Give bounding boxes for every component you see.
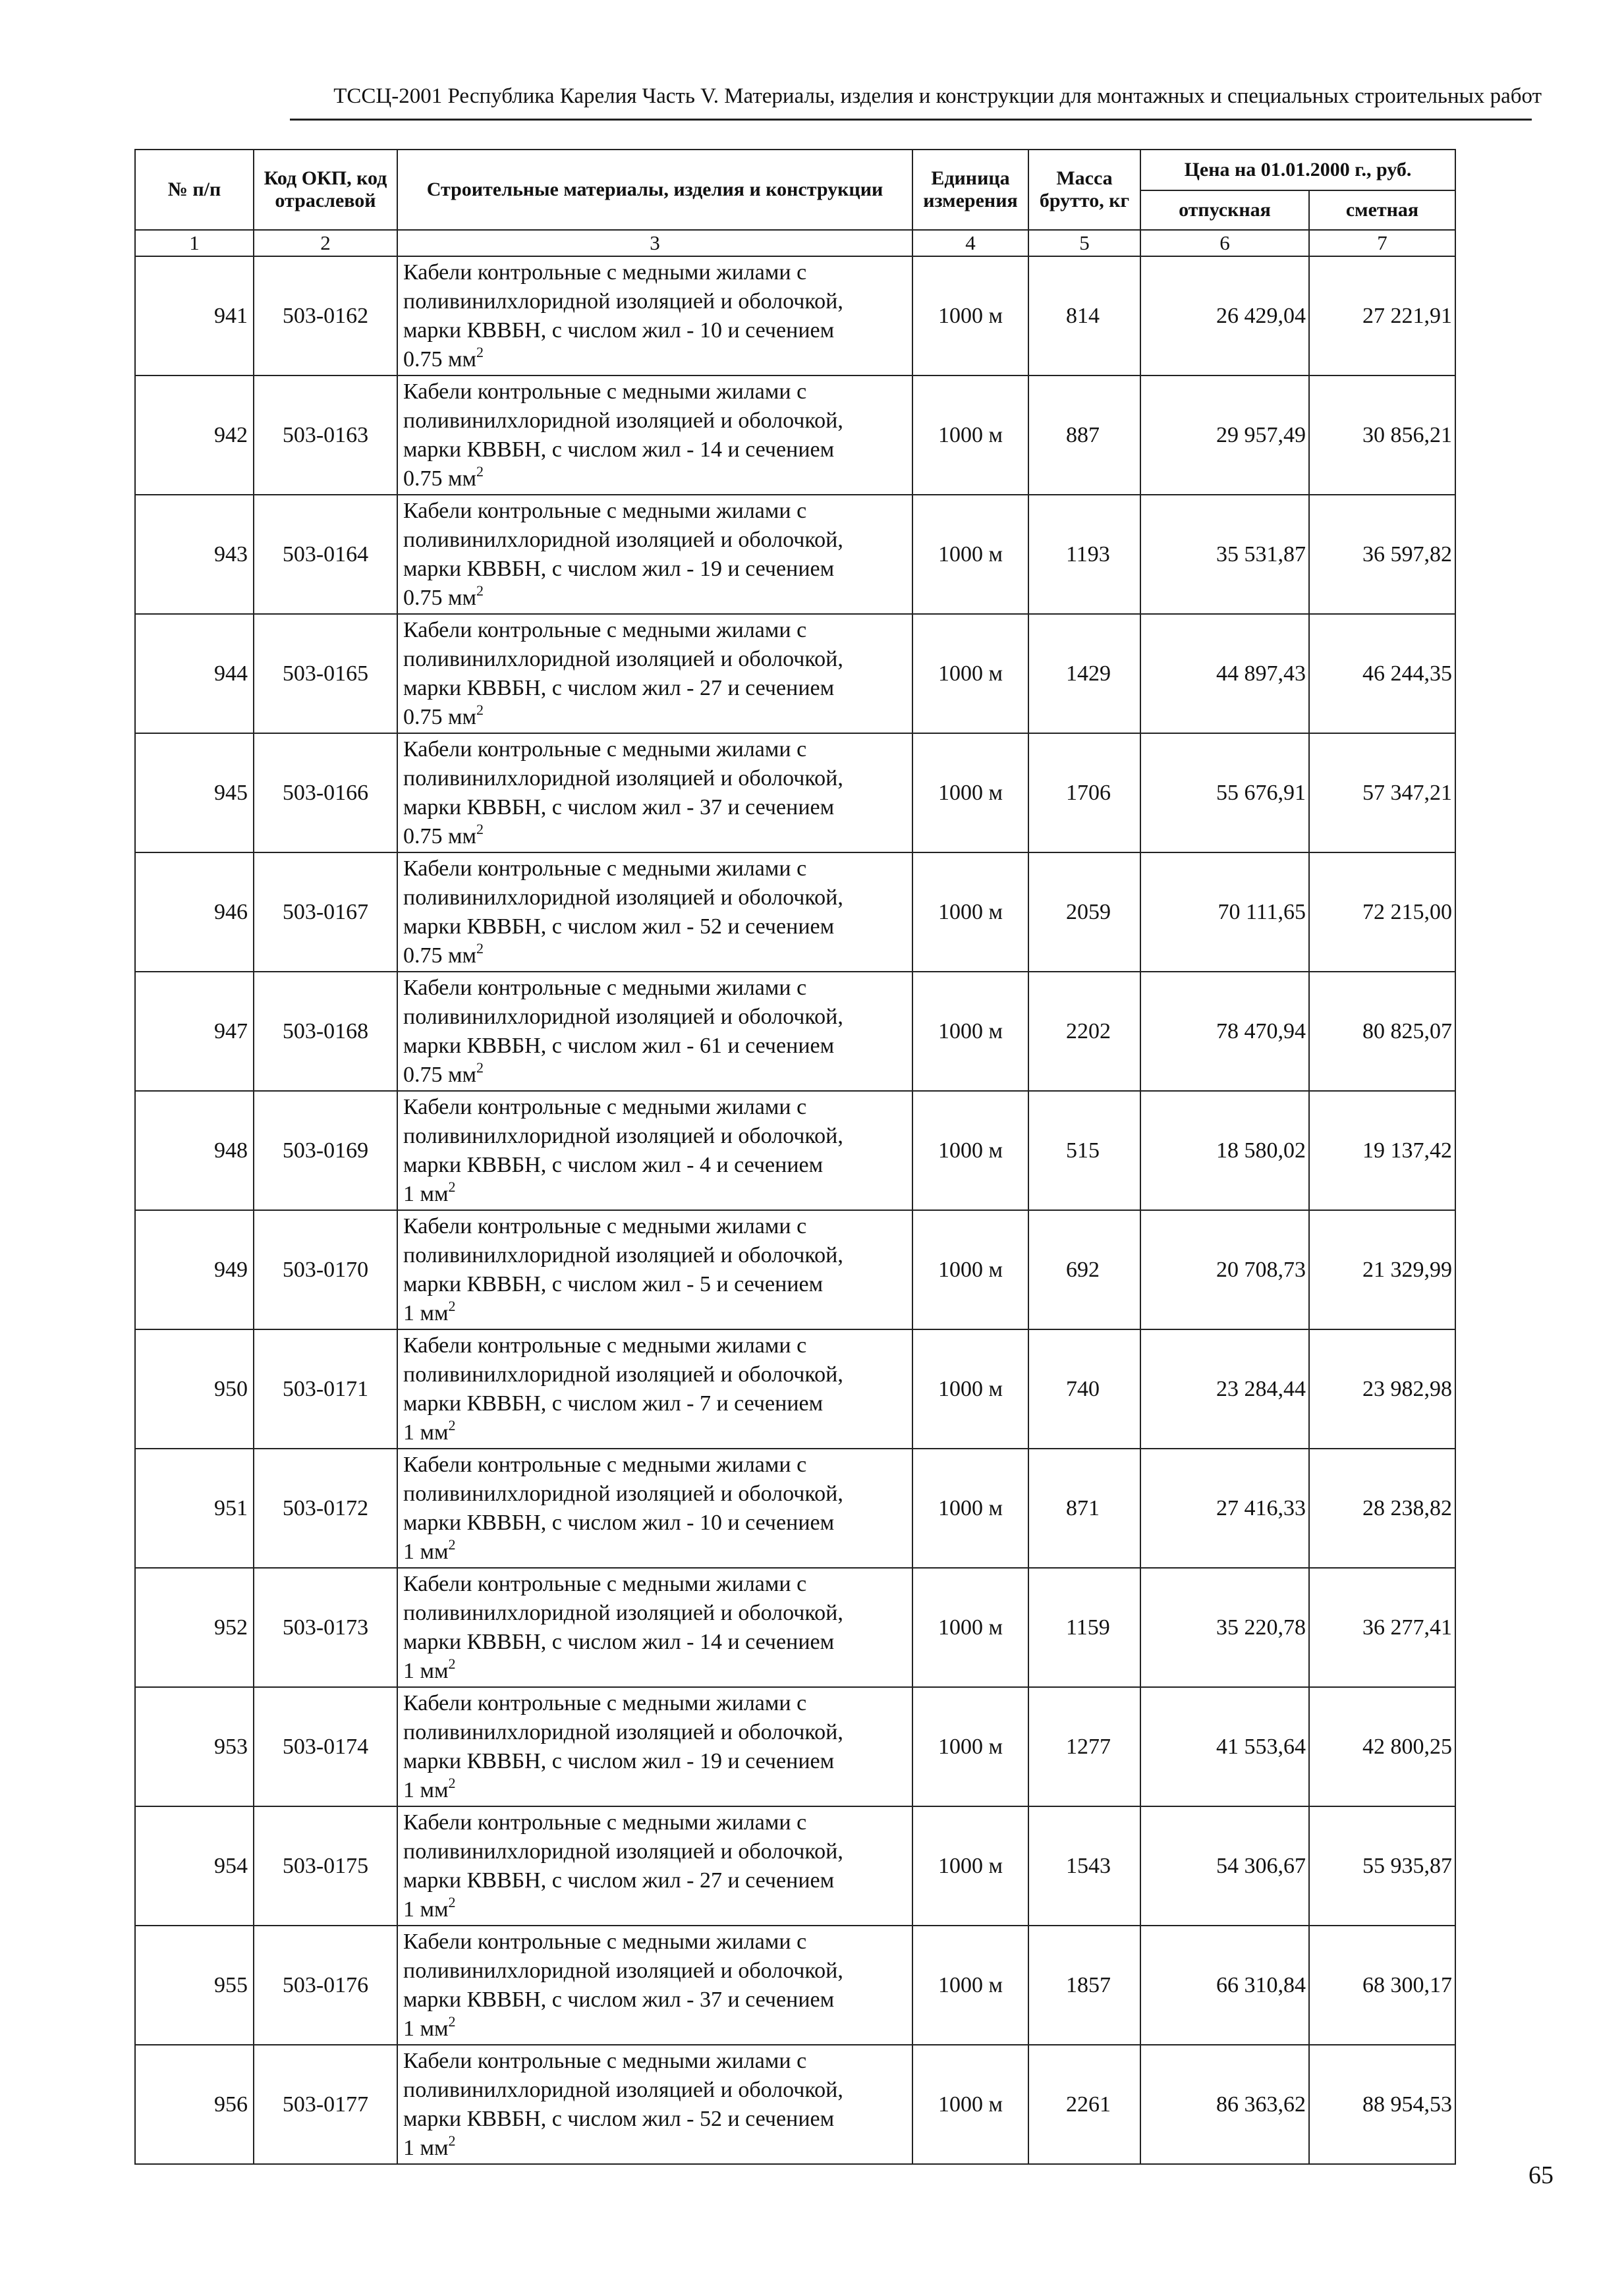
- material-description: [397, 1926, 912, 2045]
- row-number: 956: [135, 2045, 254, 2164]
- unit-of-measure: 1000 м: [912, 1449, 1028, 1568]
- table-row: [135, 1329, 1455, 1449]
- release-price: 66 310,84: [1140, 1926, 1309, 2045]
- description-line: Кабели контрольные с медными жилами с: [403, 1094, 807, 1119]
- squared-superscript: 2: [476, 1059, 484, 1076]
- col-header-price-release: отпускная: [1140, 190, 1309, 230]
- table-row: [135, 972, 1455, 1091]
- release-price: 55 676,91: [1140, 733, 1309, 852]
- description-line: Кабели контрольные с медными жилами с: [403, 260, 807, 285]
- estimate-price: 21 329,99: [1309, 1210, 1455, 1329]
- okp-code: 503-0167: [254, 852, 397, 972]
- squared-superscript: 2: [448, 1774, 456, 1791]
- material-description: [397, 2045, 912, 2164]
- table-row: [135, 1210, 1455, 1329]
- row-number: 955: [135, 1926, 254, 2045]
- cross-section-value: 0.75 мм: [403, 704, 477, 729]
- description-line: поливинилхлоридной изоляцией и оболочкой,: [403, 527, 843, 552]
- description-line: марки КВВБН, с числом жил - 10 и сечением: [403, 318, 835, 343]
- okp-code: 503-0176: [254, 1926, 397, 2045]
- okp-code: 503-0162: [254, 256, 397, 375]
- description-line: поливинилхлоридной изоляцией и оболочкой,: [403, 289, 843, 314]
- gross-mass: 1706: [1028, 733, 1140, 852]
- unit-of-measure: 1000 м: [912, 614, 1028, 733]
- release-price: 18 580,02: [1140, 1091, 1309, 1210]
- estimate-price: 28 238,82: [1309, 1449, 1455, 1568]
- row-number: 951: [135, 1449, 254, 1568]
- description-line: марки КВВБН, с числом жил - 19 и сечением: [403, 556, 835, 581]
- row-number: 950: [135, 1329, 254, 1449]
- description-line: [403, 1180, 908, 1209]
- release-price: 86 363,62: [1140, 2045, 1309, 2164]
- estimate-price: 57 347,21: [1309, 733, 1455, 852]
- description-line: поливинилхлоридной изоляцией и оболочкой,: [403, 1719, 843, 1744]
- gross-mass: 2261: [1028, 2045, 1140, 2164]
- description-line: Кабели контрольные с медными жилами с: [403, 1690, 807, 1715]
- squared-superscript: 2: [448, 1536, 456, 1553]
- okp-code: 503-0175: [254, 1806, 397, 1926]
- description-line: Кабели контрольные с медными жилами с: [403, 379, 807, 404]
- table-row: [135, 375, 1455, 495]
- release-price: 35 220,78: [1140, 1568, 1309, 1687]
- material-description: [397, 375, 912, 495]
- column-number: 3: [397, 230, 912, 256]
- unit-of-measure: 1000 м: [912, 1091, 1028, 1210]
- table-row: [135, 256, 1455, 375]
- description-line: марки КВВБН, с числом жил - 61 и сечением: [403, 1033, 835, 1058]
- okp-code: 503-0169: [254, 1091, 397, 1210]
- col-header-code: Код ОКП, код отраслевой: [254, 150, 397, 230]
- description-line: марки КВВБН, с числом жил - 4 и сечением: [403, 1152, 824, 1177]
- gross-mass: 515: [1028, 1091, 1140, 1210]
- table-row: [135, 1926, 1455, 2045]
- squared-superscript: 2: [448, 1655, 456, 1672]
- table-row: [135, 733, 1455, 852]
- description-line: поливинилхлоридной изоляцией и оболочкой,: [403, 1123, 843, 1148]
- row-number: 941: [135, 256, 254, 375]
- gross-mass: 814: [1028, 256, 1140, 375]
- gross-mass: 1857: [1028, 1926, 1140, 2045]
- cross-section-value: 0.75 мм: [403, 585, 477, 610]
- col-header-name: Строительные материалы, изделия и конструкции: [397, 150, 912, 230]
- row-number: 942: [135, 375, 254, 495]
- material-description: [397, 1687, 912, 1806]
- squared-superscript: 2: [476, 701, 484, 718]
- gross-mass: 2202: [1028, 972, 1140, 1091]
- table-row: [135, 495, 1455, 614]
- estimate-price: 36 597,82: [1309, 495, 1455, 614]
- material-description: [397, 1568, 912, 1687]
- description-line: марки КВВБН, с числом жил - 10 и сечением: [403, 1510, 835, 1535]
- col-header-mass: Масса брутто, кг: [1028, 150, 1140, 230]
- column-number: 2: [254, 230, 397, 256]
- cross-section-value: 0.75 мм: [403, 943, 477, 968]
- description-line: [403, 1299, 908, 1328]
- description-line: марки КВВБН, с числом жил - 19 и сечением: [403, 1748, 835, 1773]
- col-header-unit: Единица измерения: [912, 150, 1028, 230]
- gross-mass: 2059: [1028, 852, 1140, 972]
- estimate-price: 55 935,87: [1309, 1806, 1455, 1926]
- description-line: марки КВВБН, с числом жил - 37 и сечением: [403, 794, 835, 820]
- unit-of-measure: 1000 м: [912, 1687, 1028, 1806]
- description-line: поливинилхлоридной изоляцией и оболочкой,: [403, 1600, 843, 1625]
- description-line: поливинилхлоридной изоляцией и оболочкой,: [403, 1481, 843, 1506]
- description-line: [403, 464, 908, 493]
- release-price: 41 553,64: [1140, 1687, 1309, 1806]
- squared-superscript: 2: [476, 582, 484, 599]
- release-price: 27 416,33: [1140, 1449, 1309, 1568]
- cross-section-value: 1 мм: [403, 1539, 449, 1564]
- gross-mass: 1277: [1028, 1687, 1140, 1806]
- release-price: 26 429,04: [1140, 256, 1309, 375]
- column-number: 6: [1140, 230, 1309, 256]
- column-number-row: [135, 230, 1455, 256]
- release-price: 23 284,44: [1140, 1329, 1309, 1449]
- release-price: 44 897,43: [1140, 614, 1309, 733]
- estimate-price: 68 300,17: [1309, 1926, 1455, 2045]
- okp-code: 503-0168: [254, 972, 397, 1091]
- material-description: [397, 1329, 912, 1449]
- table-body: [135, 256, 1455, 2164]
- estimate-price: 30 856,21: [1309, 375, 1455, 495]
- description-line: марки КВВБН, с числом жил - 52 и сечением: [403, 2106, 835, 2131]
- col-header-num: № п/п: [135, 150, 254, 230]
- okp-code: 503-0163: [254, 375, 397, 495]
- release-price: 78 470,94: [1140, 972, 1309, 1091]
- header-rule: [290, 119, 1532, 121]
- description-line: [403, 941, 908, 970]
- row-number: 943: [135, 495, 254, 614]
- description-line: марки КВВБН, с числом жил - 27 и сечением: [403, 675, 835, 700]
- price-table: [134, 149, 1456, 2165]
- gross-mass: 887: [1028, 375, 1140, 495]
- column-number: 1: [135, 230, 254, 256]
- cross-section-value: 1 мм: [403, 2016, 449, 2041]
- row-number: 946: [135, 852, 254, 972]
- description-line: поливинилхлоридной изоляцией и оболочкой,: [403, 408, 843, 433]
- release-price: 35 531,87: [1140, 495, 1309, 614]
- description-line: поливинилхлоридной изоляцией и оболочкой,: [403, 1839, 843, 1864]
- col-header-price-group: Цена на 01.01.2000 г., руб.: [1140, 150, 1455, 190]
- row-number: 948: [135, 1091, 254, 1210]
- cross-section-value: 0.75 мм: [403, 823, 477, 848]
- description-line: Кабели контрольные с медными жилами с: [403, 617, 807, 642]
- description-line: [403, 1657, 908, 1686]
- okp-code: 503-0164: [254, 495, 397, 614]
- table-row: [135, 1568, 1455, 1687]
- description-line: марки КВВБН, с числом жил - 14 и сечением: [403, 437, 835, 462]
- description-line: Кабели контрольные с медными жилами с: [403, 1571, 807, 1596]
- okp-code: 503-0172: [254, 1449, 397, 1568]
- description-line: поливинилхлоридной изоляцией и оболочкой,: [403, 1242, 843, 1267]
- okp-code: 503-0173: [254, 1568, 397, 1687]
- table-row: [135, 1449, 1455, 1568]
- release-price: 20 708,73: [1140, 1210, 1309, 1329]
- description-line: марки КВВБН, с числом жил - 52 и сечением: [403, 914, 835, 939]
- okp-code: 503-0171: [254, 1329, 397, 1449]
- row-number: 954: [135, 1806, 254, 1926]
- estimate-price: 46 244,35: [1309, 614, 1455, 733]
- okp-code: 503-0165: [254, 614, 397, 733]
- cross-section-value: 1 мм: [403, 2135, 449, 2160]
- release-price: 54 306,67: [1140, 1806, 1309, 1926]
- description-line: Кабели контрольные с медными жилами с: [403, 975, 807, 1000]
- cross-section-value: 0.75 мм: [403, 1062, 477, 1087]
- unit-of-measure: 1000 м: [912, 495, 1028, 614]
- table-row: [135, 614, 1455, 733]
- description-line: [403, 1776, 908, 1805]
- description-line: марки КВВБН, с числом жил - 37 и сечением: [403, 1987, 835, 2012]
- col-header-price-estimate: сметная: [1309, 190, 1455, 230]
- gross-mass: 1429: [1028, 614, 1140, 733]
- cross-section-value: 0.75 мм: [403, 347, 477, 372]
- material-description: [397, 733, 912, 852]
- description-line: [403, 1538, 908, 1567]
- cross-section-value: 1 мм: [403, 1181, 449, 1206]
- squared-superscript: 2: [448, 1893, 456, 1910]
- unit-of-measure: 1000 м: [912, 1329, 1028, 1449]
- gross-mass: 1159: [1028, 1568, 1140, 1687]
- cross-section-value: 1 мм: [403, 1300, 449, 1325]
- running-header: ТССЦ-2001 Республика Карелия Часть V. Материалы, изделия и конструкции для монтажных и специальных строительных работ: [333, 84, 1542, 108]
- column-number: 7: [1309, 230, 1455, 256]
- unit-of-measure: 1000 м: [912, 1210, 1028, 1329]
- unit-of-measure: 1000 м: [912, 972, 1028, 1091]
- description-line: поливинилхлоридной изоляцией и оболочкой,: [403, 885, 843, 910]
- squared-superscript: 2: [448, 2013, 456, 2030]
- column-number: 5: [1028, 230, 1140, 256]
- estimate-price: 72 215,00: [1309, 852, 1455, 972]
- description-line: [403, 1418, 908, 1447]
- estimate-price: 27 221,91: [1309, 256, 1455, 375]
- gross-mass: 692: [1028, 1210, 1140, 1329]
- release-price: 29 957,49: [1140, 375, 1309, 495]
- row-number: 945: [135, 733, 254, 852]
- description-line: поливинилхлоридной изоляцией и оболочкой,: [403, 1958, 843, 1983]
- page-number: 65: [1528, 2161, 1554, 2189]
- description-line: [403, 2015, 908, 2044]
- cross-section-value: 1 мм: [403, 1777, 449, 1802]
- description-line: Кабели контрольные с медными жилами с: [403, 1213, 807, 1238]
- description-line: [403, 822, 908, 851]
- description-line: марки КВВБН, с числом жил - 7 и сечением: [403, 1391, 824, 1416]
- gross-mass: 1543: [1028, 1806, 1140, 1926]
- estimate-price: 88 954,53: [1309, 2045, 1455, 2164]
- material-description: [397, 1210, 912, 1329]
- row-number: 947: [135, 972, 254, 1091]
- material-description: [397, 1449, 912, 1568]
- description-line: Кабели контрольные с медными жилами с: [403, 737, 807, 762]
- squared-superscript: 2: [448, 1416, 456, 1433]
- cross-section-value: 0.75 мм: [403, 466, 477, 491]
- gross-mass: 871: [1028, 1449, 1140, 1568]
- unit-of-measure: 1000 м: [912, 256, 1028, 375]
- squared-superscript: 2: [476, 343, 484, 360]
- description-line: Кабели контрольные с медными жилами с: [403, 498, 807, 523]
- table-row: [135, 1687, 1455, 1806]
- okp-code: 503-0177: [254, 2045, 397, 2164]
- estimate-price: 23 982,98: [1309, 1329, 1455, 1449]
- estimate-price: 42 800,25: [1309, 1687, 1455, 1806]
- material-description: [397, 614, 912, 733]
- table-row: [135, 852, 1455, 972]
- unit-of-measure: 1000 м: [912, 1568, 1028, 1687]
- okp-code: 503-0166: [254, 733, 397, 852]
- material-description: [397, 1806, 912, 1926]
- description-line: Кабели контрольные с медными жилами с: [403, 1452, 807, 1477]
- description-line: [403, 345, 908, 374]
- squared-superscript: 2: [448, 1178, 456, 1195]
- material-description: [397, 852, 912, 972]
- cross-section-value: 1 мм: [403, 1658, 449, 1683]
- table-row: [135, 2045, 1455, 2164]
- gross-mass: 740: [1028, 1329, 1140, 1449]
- squared-superscript: 2: [476, 939, 484, 957]
- material-description: [397, 1091, 912, 1210]
- row-number: 952: [135, 1568, 254, 1687]
- okp-code: 503-0174: [254, 1687, 397, 1806]
- unit-of-measure: 1000 м: [912, 2045, 1028, 2164]
- column-number: 4: [912, 230, 1028, 256]
- description-line: марки КВВБН, с числом жил - 27 и сечением: [403, 1868, 835, 1893]
- description-line: [403, 703, 908, 732]
- description-line: [403, 584, 908, 613]
- description-line: Кабели контрольные с медными жилами с: [403, 856, 807, 881]
- squared-superscript: 2: [476, 820, 484, 837]
- squared-superscript: 2: [448, 1297, 456, 1314]
- unit-of-measure: 1000 м: [912, 1926, 1028, 2045]
- description-line: поливинилхлоридной изоляцией и оболочкой,: [403, 1362, 843, 1387]
- gross-mass: 1193: [1028, 495, 1140, 614]
- row-number: 944: [135, 614, 254, 733]
- description-line: [403, 1061, 908, 1090]
- description-line: [403, 2134, 908, 2163]
- okp-code: 503-0170: [254, 1210, 397, 1329]
- table-row: [135, 1806, 1455, 1926]
- unit-of-measure: 1000 м: [912, 1806, 1028, 1926]
- description-line: [403, 1895, 908, 1924]
- estimate-price: 19 137,42: [1309, 1091, 1455, 1210]
- material-description: [397, 495, 912, 614]
- estimate-price: 80 825,07: [1309, 972, 1455, 1091]
- description-line: Кабели контрольные с медными жилами с: [403, 1333, 807, 1358]
- unit-of-measure: 1000 м: [912, 733, 1028, 852]
- description-line: поливинилхлоридной изоляцией и оболочкой,: [403, 646, 843, 671]
- material-description: [397, 972, 912, 1091]
- cross-section-value: 1 мм: [403, 1420, 449, 1445]
- material-description: [397, 256, 912, 375]
- description-line: поливинилхлоридной изоляцией и оболочкой,: [403, 2077, 843, 2102]
- description-line: марки КВВБН, с числом жил - 14 и сечением: [403, 1629, 835, 1654]
- estimate-price: 36 277,41: [1309, 1568, 1455, 1687]
- description-line: поливинилхлоридной изоляцией и оболочкой,: [403, 1004, 843, 1029]
- description-line: марки КВВБН, с числом жил - 5 и сечением: [403, 1271, 824, 1296]
- description-line: Кабели контрольные с медными жилами с: [403, 1810, 807, 1835]
- unit-of-measure: 1000 м: [912, 852, 1028, 972]
- release-price: 70 111,65: [1140, 852, 1309, 972]
- squared-superscript: 2: [476, 462, 484, 480]
- row-number: 949: [135, 1210, 254, 1329]
- description-line: поливинилхлоридной изоляцией и оболочкой,: [403, 765, 843, 791]
- row-number: 953: [135, 1687, 254, 1806]
- description-line: Кабели контрольные с медными жилами с: [403, 2048, 807, 2073]
- squared-superscript: 2: [448, 2132, 456, 2149]
- description-line: Кабели контрольные с медными жилами с: [403, 1929, 807, 1954]
- cross-section-value: 1 мм: [403, 1897, 449, 1922]
- unit-of-measure: 1000 м: [912, 375, 1028, 495]
- table-row: [135, 1091, 1455, 1210]
